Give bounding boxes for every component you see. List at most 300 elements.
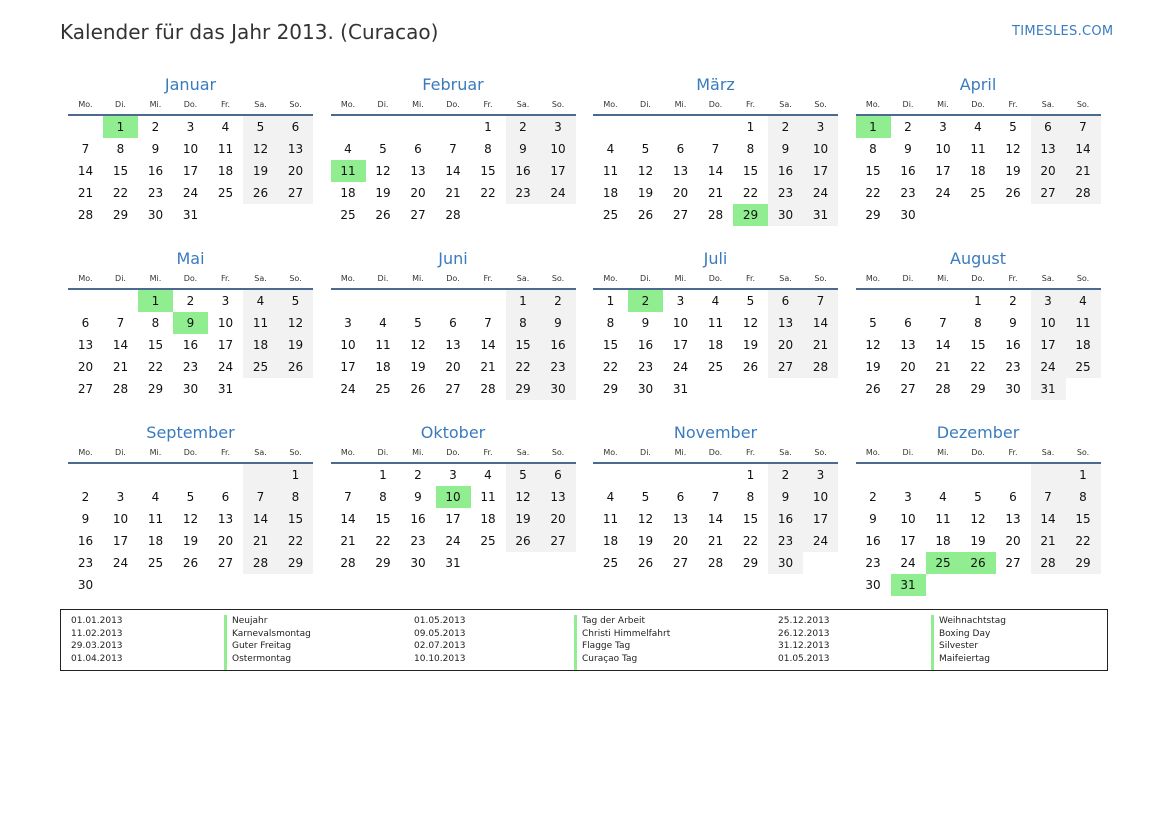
day-cell: 2 <box>904 120 912 134</box>
day-cell: 8 <box>151 316 160 330</box>
holiday-date: 09.05.2013 <box>414 628 466 639</box>
day-cell: 12 <box>182 512 199 526</box>
month-april <box>856 74 1101 248</box>
day-empty <box>68 464 103 486</box>
day-cell: 9 <box>768 138 803 160</box>
day-cell: 14 <box>112 338 129 352</box>
weekday-header <box>856 96 1101 116</box>
day-cell: 30 <box>541 378 576 400</box>
day-cell: 3 <box>803 116 838 138</box>
weekday-label: So. <box>814 274 827 283</box>
day-grid <box>68 290 313 400</box>
day-cell: 15 <box>970 338 986 352</box>
month-januar <box>68 74 313 248</box>
day-cell: 18 <box>707 338 724 352</box>
weekday-label: Do. <box>708 274 723 283</box>
weekday-label: Mi. <box>412 100 424 109</box>
weekday-label: Fr. <box>1008 274 1018 283</box>
day-cell: 2 <box>628 290 663 312</box>
day-cell: 23 <box>506 182 541 204</box>
day-empty <box>856 290 891 312</box>
weekday-label: So. <box>551 274 565 283</box>
day-cell: 1 <box>606 294 615 308</box>
day-cell: 6 <box>81 316 90 330</box>
month-februar <box>331 74 576 248</box>
day-empty <box>138 464 173 486</box>
weekday-header <box>331 444 576 464</box>
day-cell: 25 <box>1066 356 1101 378</box>
day-empty <box>698 116 733 138</box>
day-cell: 19 <box>506 508 541 530</box>
day-cell: 14 <box>1031 508 1066 530</box>
day-cell: 17 <box>672 338 689 352</box>
day-cell: 28 <box>480 382 496 396</box>
day-cell: 27 <box>672 208 689 222</box>
day-cell: 11 <box>375 338 391 352</box>
holiday-name: Ostermontag <box>232 653 292 664</box>
day-cell: 29 <box>506 378 541 400</box>
day-empty <box>663 464 698 486</box>
day-cell: 19 <box>1005 164 1021 178</box>
day-cell: 22 <box>278 530 313 552</box>
day-cell: 25 <box>970 186 986 200</box>
weekday-label: Mi. <box>674 100 687 109</box>
day-cell: 7 <box>484 316 492 330</box>
day-cell: 14 <box>935 338 951 352</box>
day-cell: 8 <box>974 316 982 330</box>
weekday-label: Sa. <box>516 448 530 457</box>
day-cell: 5 <box>641 142 650 156</box>
day-empty <box>1031 464 1066 486</box>
day-cell: 21 <box>480 360 496 374</box>
weekday-label: Fr. <box>483 448 493 457</box>
day-cell: 8 <box>379 490 387 504</box>
weekday-header <box>68 270 313 290</box>
day-cell: 27 <box>77 382 94 396</box>
day-cell: 4 <box>344 142 352 156</box>
day-cell: 27 <box>541 530 576 552</box>
weekday-label: Do. <box>971 448 985 457</box>
weekday-label: Fr. <box>1008 448 1018 457</box>
weekday-label: Mo. <box>340 274 356 283</box>
day-cell: 9 <box>904 142 912 156</box>
day-cell: 3 <box>541 116 576 138</box>
day-cell: 16 <box>506 160 541 182</box>
weekday-label: Mo. <box>340 448 356 457</box>
day-cell: 26 <box>410 382 426 396</box>
day-empty <box>173 464 208 486</box>
day-cell: 11 <box>147 512 164 526</box>
weekday-label: Di. <box>377 100 389 109</box>
day-cell: 10 <box>340 338 356 352</box>
day-cell: 21 <box>935 360 951 374</box>
day-cell: 29 <box>742 556 759 570</box>
weekday-label: Di. <box>377 274 389 283</box>
day-cell: 14 <box>707 512 724 526</box>
day-cell: 17 <box>900 534 916 548</box>
day-cell: 6 <box>414 142 422 156</box>
day-cell: 11 <box>1066 312 1101 334</box>
day-cell: 27 <box>410 208 426 222</box>
day-cell: 13 <box>768 312 803 334</box>
holiday-dates-column <box>71 615 224 670</box>
day-cell: 5 <box>278 290 313 312</box>
weekday-label: Mo. <box>78 100 93 109</box>
day-empty <box>331 116 366 138</box>
day-cell: 9 <box>541 312 576 334</box>
day-cell: 1 <box>379 468 387 482</box>
page-title: Kalender für das Jahr 2013. (Curacao) <box>60 20 439 44</box>
day-cell: 18 <box>602 186 619 200</box>
day-cell: 18 <box>243 334 278 356</box>
day-cell: 1 <box>746 468 755 482</box>
day-cell: 3 <box>186 120 195 134</box>
day-cell: 5 <box>379 142 387 156</box>
day-cell: 26 <box>375 208 391 222</box>
weekday-label: Di. <box>115 100 126 109</box>
day-cell: 6 <box>278 116 313 138</box>
weekday-header <box>331 270 576 290</box>
weekday-label: Fr. <box>483 274 493 283</box>
weekday-label: So. <box>551 100 565 109</box>
day-empty <box>698 464 733 486</box>
day-cell: 28 <box>243 552 278 574</box>
day-cell: 21 <box>112 360 129 374</box>
day-cell: 18 <box>1066 334 1101 356</box>
day-cell: 25 <box>480 534 496 548</box>
day-cell: 7 <box>243 486 278 508</box>
day-cell: 9 <box>81 512 90 526</box>
day-cell: 28 <box>77 208 94 222</box>
day-cell: 16 <box>637 338 654 352</box>
day-cell: 11 <box>480 490 496 504</box>
day-cell: 29 <box>375 556 391 570</box>
day-cell: 28 <box>707 208 724 222</box>
day-cell: 7 <box>803 290 838 312</box>
day-cell: 29 <box>970 382 986 396</box>
day-cell: 27 <box>768 356 803 378</box>
day-cell: 27 <box>278 182 313 204</box>
day-cell: 21 <box>707 534 724 548</box>
day-cell: 1 <box>746 120 755 134</box>
weekday-label: So. <box>289 448 302 457</box>
weekday-label: Do. <box>708 448 723 457</box>
day-cell: 21 <box>1031 530 1066 552</box>
day-cell: 25 <box>340 208 356 222</box>
day-cell: 2 <box>869 490 877 504</box>
day-cell: 14 <box>707 164 724 178</box>
day-cell: 30 <box>77 578 94 592</box>
day-cell: 4 <box>243 290 278 312</box>
day-cell: 20 <box>217 534 234 548</box>
day-cell: 11 <box>243 312 278 334</box>
day-cell: 1 <box>974 294 982 308</box>
day-cell: 13 <box>900 338 916 352</box>
weekday-label: Sa. <box>779 448 792 457</box>
day-cell: 10 <box>436 486 471 508</box>
month-title: Dezember <box>936 423 1020 442</box>
day-cell: 15 <box>278 508 313 530</box>
day-cell: 4 <box>379 316 387 330</box>
day-cell: 2 <box>768 464 803 486</box>
day-cell: 26 <box>182 556 199 570</box>
day-cell: 12 <box>865 338 881 352</box>
weekday-label: Do. <box>183 274 198 283</box>
day-empty <box>891 464 926 486</box>
day-cell: 26 <box>637 208 654 222</box>
month-november <box>593 422 838 596</box>
day-cell: 28 <box>707 556 724 570</box>
weekday-label: Fr. <box>1008 100 1018 109</box>
day-cell: 9 <box>768 486 803 508</box>
day-cell: 5 <box>186 490 195 504</box>
day-cell: 2 <box>186 294 195 308</box>
weekday-header <box>593 270 838 290</box>
day-cell: 26 <box>243 182 278 204</box>
holiday-date: 01.05.2013 <box>414 616 466 626</box>
weekday-label: Do. <box>971 100 985 109</box>
day-empty <box>926 290 961 312</box>
day-cell: 9 <box>1009 316 1017 330</box>
day-cell: 10 <box>803 486 838 508</box>
day-grid <box>593 290 838 400</box>
day-cell: 22 <box>147 360 164 374</box>
weekday-label: Fr. <box>745 274 756 283</box>
day-cell: 20 <box>278 160 313 182</box>
weekday-label: Sa. <box>516 274 530 283</box>
holiday-date: 01.01.2013 <box>71 616 123 626</box>
day-cell: 16 <box>1005 338 1021 352</box>
day-cell: 13 <box>672 164 689 178</box>
day-cell: 19 <box>243 160 278 182</box>
weekday-label: Mo. <box>78 274 93 283</box>
day-cell: 20 <box>768 334 803 356</box>
day-cell: 6 <box>676 142 685 156</box>
weekday-label: So. <box>551 448 565 457</box>
day-cell: 25 <box>243 356 278 378</box>
holiday-name: Neujahr <box>232 616 268 626</box>
day-cell: 17 <box>803 508 838 530</box>
day-cell: 5 <box>869 316 877 330</box>
weekday-label: Do. <box>446 448 460 457</box>
day-cell: 22 <box>602 360 619 374</box>
month-title: Oktober <box>420 423 486 442</box>
day-cell: 10 <box>900 512 916 526</box>
weekday-header <box>331 96 576 116</box>
day-cell: 9 <box>151 142 160 156</box>
day-empty <box>961 464 996 486</box>
holiday-date: 31.12.2013 <box>778 641 830 652</box>
day-cell: 31 <box>803 204 838 226</box>
day-cell: 13 <box>672 512 689 526</box>
weekday-label: Do. <box>446 274 460 283</box>
day-cell: 27 <box>1031 182 1066 204</box>
holiday-name: Guter Freitag <box>232 641 292 652</box>
day-empty <box>366 290 401 312</box>
day-cell: 15 <box>742 164 759 178</box>
day-cell: 4 <box>939 490 947 504</box>
holiday-date: 29.03.2013 <box>71 641 123 652</box>
day-cell: 30 <box>182 382 199 396</box>
month-title: Juli <box>703 249 728 268</box>
weekday-label: Fr. <box>220 274 231 283</box>
day-grid <box>856 290 1101 400</box>
day-cell: 12 <box>506 486 541 508</box>
day-cell: 29 <box>1066 552 1101 574</box>
day-cell: 20 <box>672 186 689 200</box>
day-cell: 6 <box>676 490 685 504</box>
day-cell: 13 <box>278 138 313 160</box>
day-cell: 28 <box>1066 182 1101 204</box>
weekday-header <box>68 96 313 116</box>
day-grid <box>856 464 1101 596</box>
day-cell: 20 <box>1005 534 1021 548</box>
day-cell: 3 <box>221 294 230 308</box>
day-empty <box>926 464 961 486</box>
day-cell: 22 <box>865 186 881 200</box>
day-cell: 11 <box>707 316 724 330</box>
holiday-name: Boxing Day <box>939 628 991 639</box>
day-cell: 13 <box>410 164 426 178</box>
day-cell: 21 <box>77 186 94 200</box>
weekday-header <box>68 444 313 464</box>
day-cell: 19 <box>410 360 426 374</box>
day-cell: 8 <box>278 486 313 508</box>
day-cell: 22 <box>742 534 759 548</box>
day-empty <box>628 464 663 486</box>
day-cell: 16 <box>410 512 426 526</box>
day-empty <box>628 116 663 138</box>
day-cell: 11 <box>602 164 619 178</box>
day-cell: 17 <box>217 338 234 352</box>
day-cell: 23 <box>865 556 881 570</box>
day-cell: 8 <box>506 312 541 334</box>
day-empty <box>243 464 278 486</box>
day-cell: 30 <box>865 578 881 592</box>
holiday-date: 26.12.2013 <box>778 628 830 639</box>
day-cell: 8 <box>869 142 877 156</box>
holiday-dates-column <box>778 615 931 670</box>
day-cell: 17 <box>112 534 129 548</box>
day-cell: 12 <box>970 512 986 526</box>
weekday-label: Do. <box>446 100 460 109</box>
weekday-label: Do. <box>708 100 723 109</box>
day-empty <box>208 464 243 486</box>
day-cell: 31 <box>672 382 689 396</box>
day-grid <box>68 116 313 226</box>
day-cell: 19 <box>375 186 391 200</box>
day-cell: 3 <box>904 490 912 504</box>
day-cell: 4 <box>151 490 160 504</box>
weekday-label: Di. <box>902 100 914 109</box>
months-grid <box>68 74 1101 596</box>
weekday-label: Di. <box>115 448 126 457</box>
day-cell: 6 <box>768 290 803 312</box>
day-cell: 7 <box>939 316 947 330</box>
holiday-date: 01.04.2013 <box>71 653 123 664</box>
day-cell: 19 <box>278 334 313 356</box>
day-cell: 12 <box>278 312 313 334</box>
day-cell: 6 <box>541 464 576 486</box>
weekday-label: Di. <box>640 100 651 109</box>
day-cell: 30 <box>410 556 426 570</box>
holiday-name: Flagge Tag <box>582 641 631 652</box>
day-cell: 20 <box>1031 160 1066 182</box>
day-cell: 12 <box>637 512 654 526</box>
day-cell: 13 <box>217 512 234 526</box>
day-cell: 13 <box>1005 512 1021 526</box>
day-cell: 12 <box>1005 142 1021 156</box>
day-cell: 22 <box>970 360 986 374</box>
day-cell: 20 <box>77 360 94 374</box>
day-empty <box>366 116 401 138</box>
weekday-label: Di. <box>640 274 651 283</box>
day-cell: 21 <box>243 530 278 552</box>
day-cell: 23 <box>147 186 164 200</box>
day-cell: 6 <box>1031 116 1066 138</box>
day-cell: 25 <box>602 556 619 570</box>
day-empty <box>996 464 1031 486</box>
day-cell: 3 <box>116 490 125 504</box>
day-cell: 26 <box>506 530 541 552</box>
day-cell: 22 <box>1066 530 1101 552</box>
day-cell: 20 <box>900 360 916 374</box>
day-cell: 24 <box>445 534 461 548</box>
day-grid <box>331 290 576 400</box>
day-empty <box>436 116 471 138</box>
day-cell: 31 <box>217 382 234 396</box>
day-empty <box>68 116 103 138</box>
day-cell: 10 <box>182 142 199 156</box>
day-cell: 24 <box>803 530 838 552</box>
weekday-label: Mi. <box>674 274 687 283</box>
weekday-label: So. <box>1076 448 1090 457</box>
brand-link[interactable]: TIMESLES.COM <box>1012 24 1114 39</box>
holiday-date: 25.12.2013 <box>778 616 830 626</box>
day-cell: 23 <box>182 360 199 374</box>
weekday-label: Mi. <box>412 448 424 457</box>
weekday-label: Mi. <box>674 448 687 457</box>
weekday-label: Di. <box>902 448 914 457</box>
day-cell: 24 <box>803 182 838 204</box>
day-cell: 26 <box>1005 186 1021 200</box>
day-cell: 21 <box>1066 160 1101 182</box>
holiday-name: Weihnachtstag <box>939 616 1006 626</box>
day-cell: 11 <box>217 142 234 156</box>
day-cell: 15 <box>147 338 164 352</box>
day-cell: 18 <box>480 512 496 526</box>
day-cell: 5 <box>746 294 755 308</box>
day-cell: 13 <box>445 338 461 352</box>
month-title: März <box>696 75 735 94</box>
weekday-label: Sa. <box>254 274 267 283</box>
day-cell: 16 <box>900 164 916 178</box>
day-cell: 14 <box>77 164 94 178</box>
holiday-date: 02.07.2013 <box>414 641 466 652</box>
day-cell: 18 <box>935 534 951 548</box>
day-grid <box>593 464 838 574</box>
day-cell: 28 <box>1031 552 1066 574</box>
day-cell: 2 <box>541 290 576 312</box>
weekday-label: So. <box>814 100 827 109</box>
weekday-label: Mo. <box>603 274 618 283</box>
month-title: April <box>959 75 997 94</box>
day-cell: 17 <box>1031 334 1066 356</box>
day-cell: 21 <box>707 186 724 200</box>
day-cell: 7 <box>1066 116 1101 138</box>
day-cell: 27 <box>445 382 461 396</box>
day-cell: 27 <box>217 556 234 570</box>
